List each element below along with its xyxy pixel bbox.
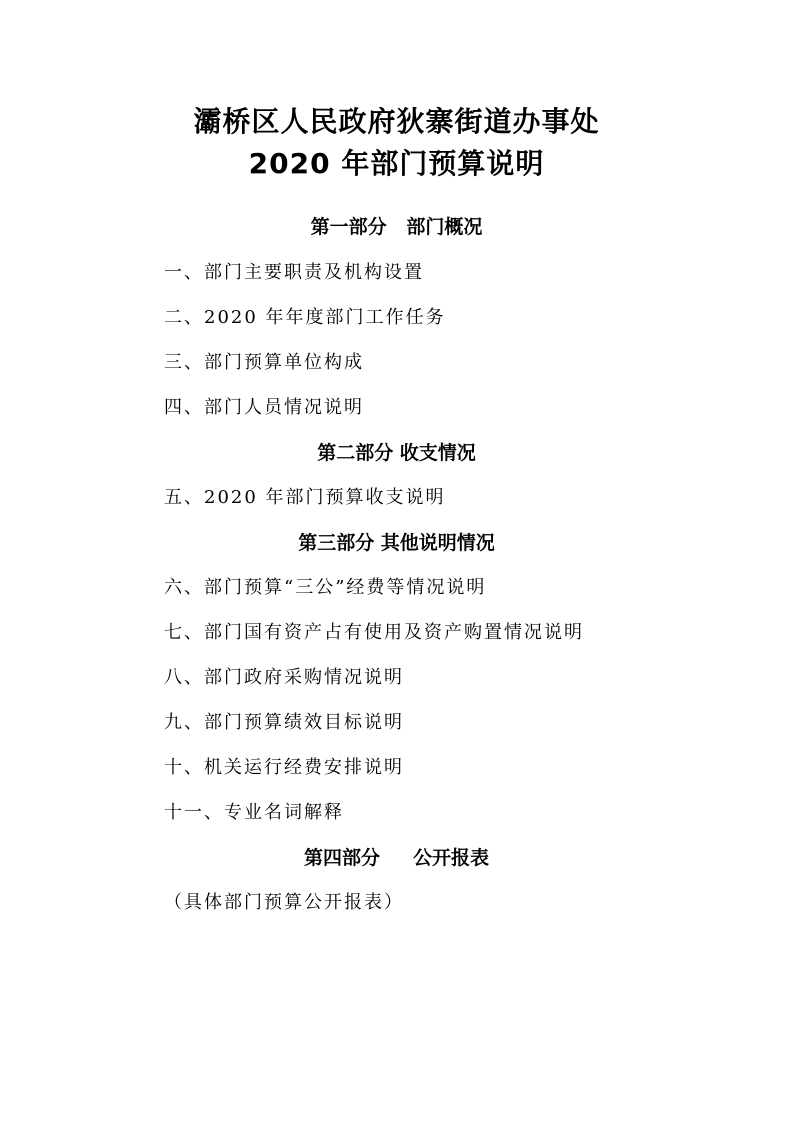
document-title-line-2: 2020 年部门预算说明 [248, 147, 545, 180]
toc-item-10: 十、机关运行经费安排说明 [164, 757, 404, 778]
section-heading-3: 第三部分 其他说明情况 [298, 532, 495, 554]
toc-item-5: 五、2020 年部门预算收支说明 [164, 487, 446, 508]
toc-item-2: 二、2020 年年度部门工作任务 [164, 307, 446, 328]
toc-item-8: 八、部门政府采购情况说明 [164, 667, 404, 688]
toc-item-3: 三、部门预算单位构成 [164, 352, 364, 373]
section-heading-1: 第一部分 部门概况 [310, 216, 483, 238]
toc-item-9: 九、部门预算绩效目标说明 [164, 712, 404, 733]
toc-item-1: 一、部门主要职责及机构设置 [164, 262, 424, 283]
toc-item-4: 四、部门人员情况说明 [164, 397, 364, 418]
toc-item-6: 六、部门预算“三公”经费等情况说明 [164, 577, 487, 598]
toc-item-12: （具体部门预算公开报表） [164, 892, 404, 913]
section-heading-2: 第二部分 收支情况 [317, 442, 476, 464]
section-heading-4: 第四部分 公开报表 [303, 847, 490, 869]
document-title-line-1: 灞桥区人民政府狄寨街道办事处 [193, 105, 600, 138]
toc-item-11: 十一、专业名词解释 [164, 802, 344, 823]
toc-item-7: 七、部门国有资产占有使用及资产购置情况说明 [164, 622, 584, 643]
